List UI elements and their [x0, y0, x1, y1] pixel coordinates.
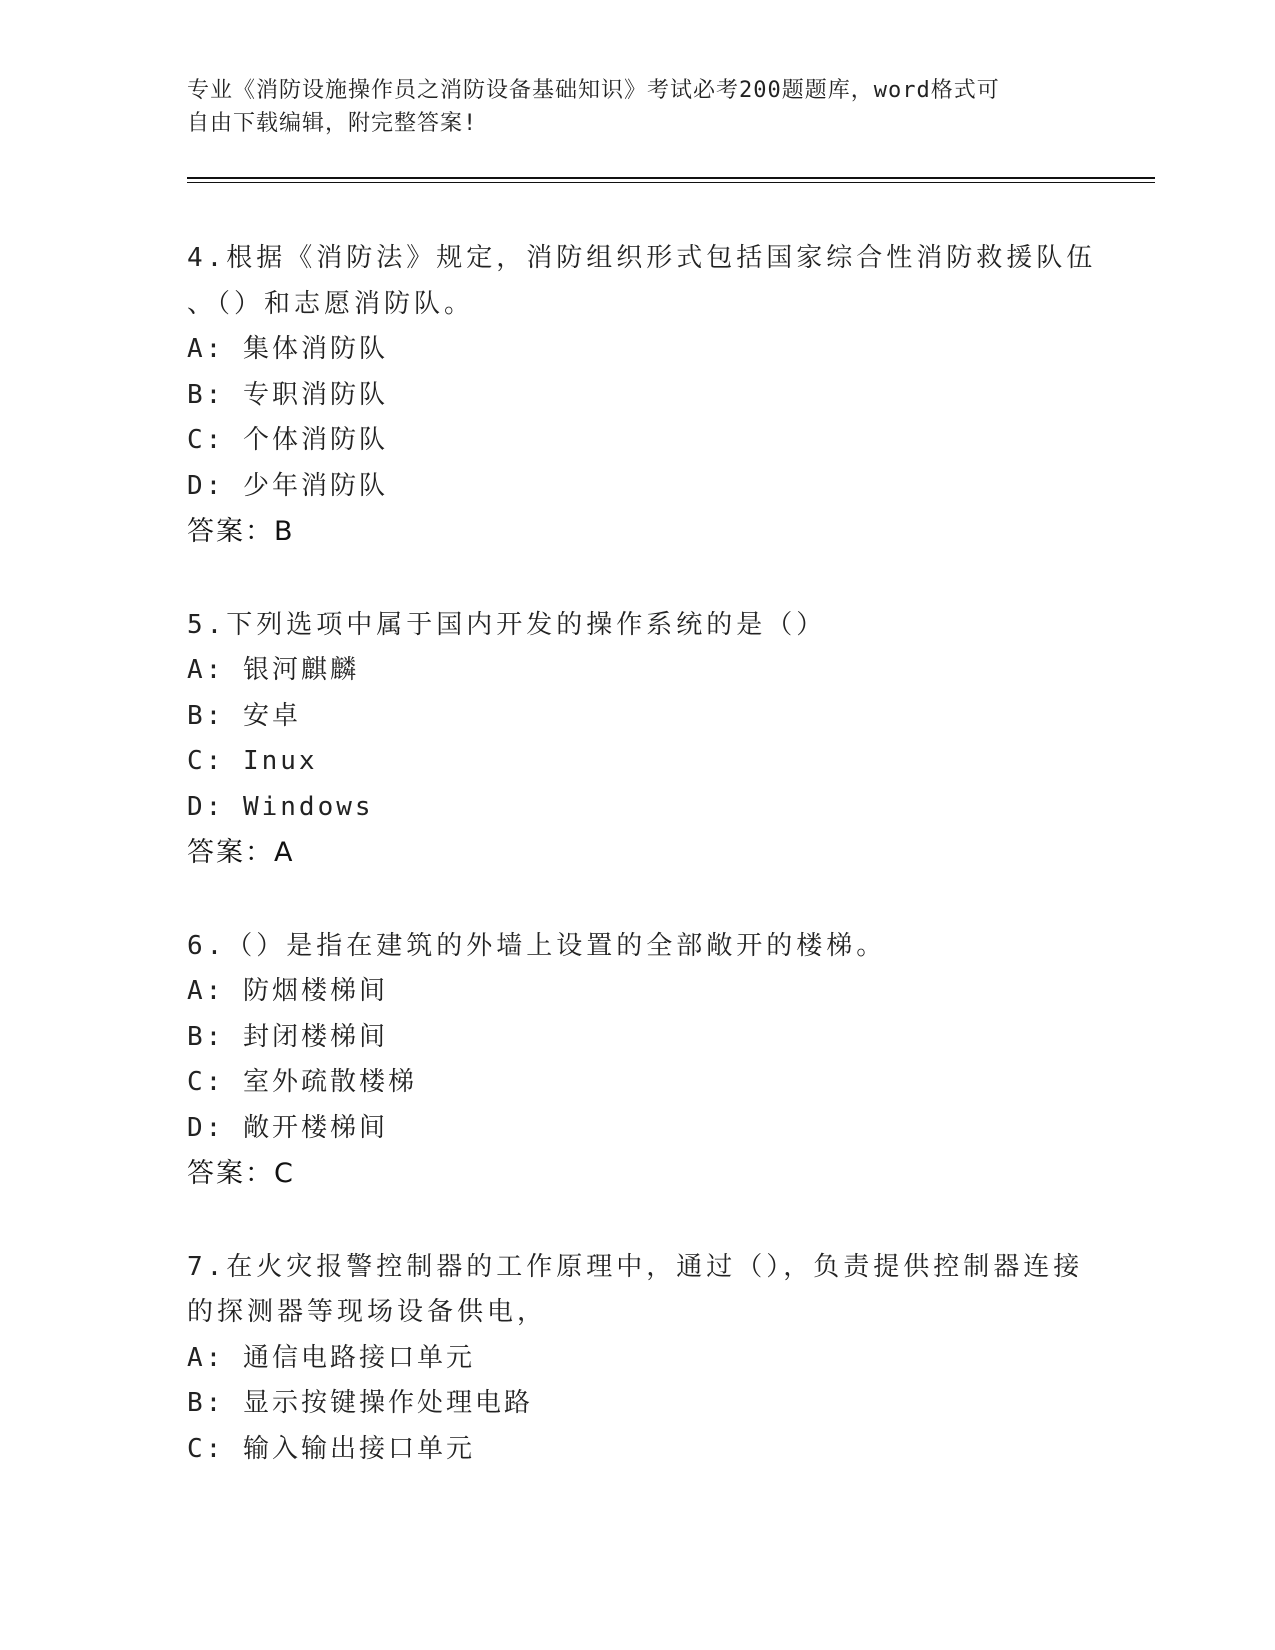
question-stem: 6.（）是指在建筑的外墙上设置的全部敞开的楼梯。 [187, 930, 887, 961]
option-a: A: 通信电路接口单元 [187, 1342, 475, 1373]
option-c: C: Inux [187, 746, 318, 776]
option-d: D: 敞开楼梯间 [187, 1112, 388, 1143]
question-stem: 的探测器等现场设备供电， [187, 1297, 548, 1327]
answer: 答案：C [187, 1158, 295, 1189]
answer: 答案：B [187, 516, 295, 547]
option-d: D: Windows [187, 791, 374, 822]
option-b: B: 显示按键操作处理电路 [187, 1388, 533, 1418]
question-stem: 、（）和志愿消防队。 [187, 288, 475, 319]
question-6 [187, 924, 1147, 1197]
answer: 答案：A [187, 837, 295, 868]
option-b: B: 封闭楼梯间 [187, 1021, 388, 1052]
option-c: C: 输入输出接口单元 [187, 1433, 475, 1464]
question-stem: 7.在火灾报警控制器的工作原理中，通过（），负责提供控制器连接 [187, 1251, 1084, 1282]
question-stem: 4.根据《消防法》规定，消防组织形式包括国家综合性消防救援队伍 [187, 243, 1097, 273]
header-divider [187, 177, 1155, 183]
option-d: D: 少年消防队 [187, 470, 388, 501]
option-a: A: 银河麒麟 [187, 655, 359, 685]
option-b: B: 专职消防队 [187, 379, 388, 410]
question-5 [187, 603, 1147, 876]
question-4 [187, 236, 1147, 555]
option-c: C: 室外疏散楼梯 [187, 1067, 417, 1097]
option-a: A: 防烟楼梯间 [187, 976, 388, 1006]
question-7 [187, 1245, 1147, 1473]
header-line: 自由下载编辑，附完整答案! [187, 111, 478, 136]
option-b: B: 安卓 [187, 700, 301, 731]
option-a: A: 集体消防队 [187, 334, 388, 364]
question-stem: 5.下列选项中属于国内开发的操作系统的是（） [187, 609, 827, 640]
question-list [187, 236, 1147, 1520]
header-line: 专业《消防设施操作员之消防设备基础知识》考试必考200题题库，word格式可 [187, 78, 1000, 103]
document-header [187, 74, 1067, 140]
option-c: C: 个体消防队 [187, 425, 388, 455]
